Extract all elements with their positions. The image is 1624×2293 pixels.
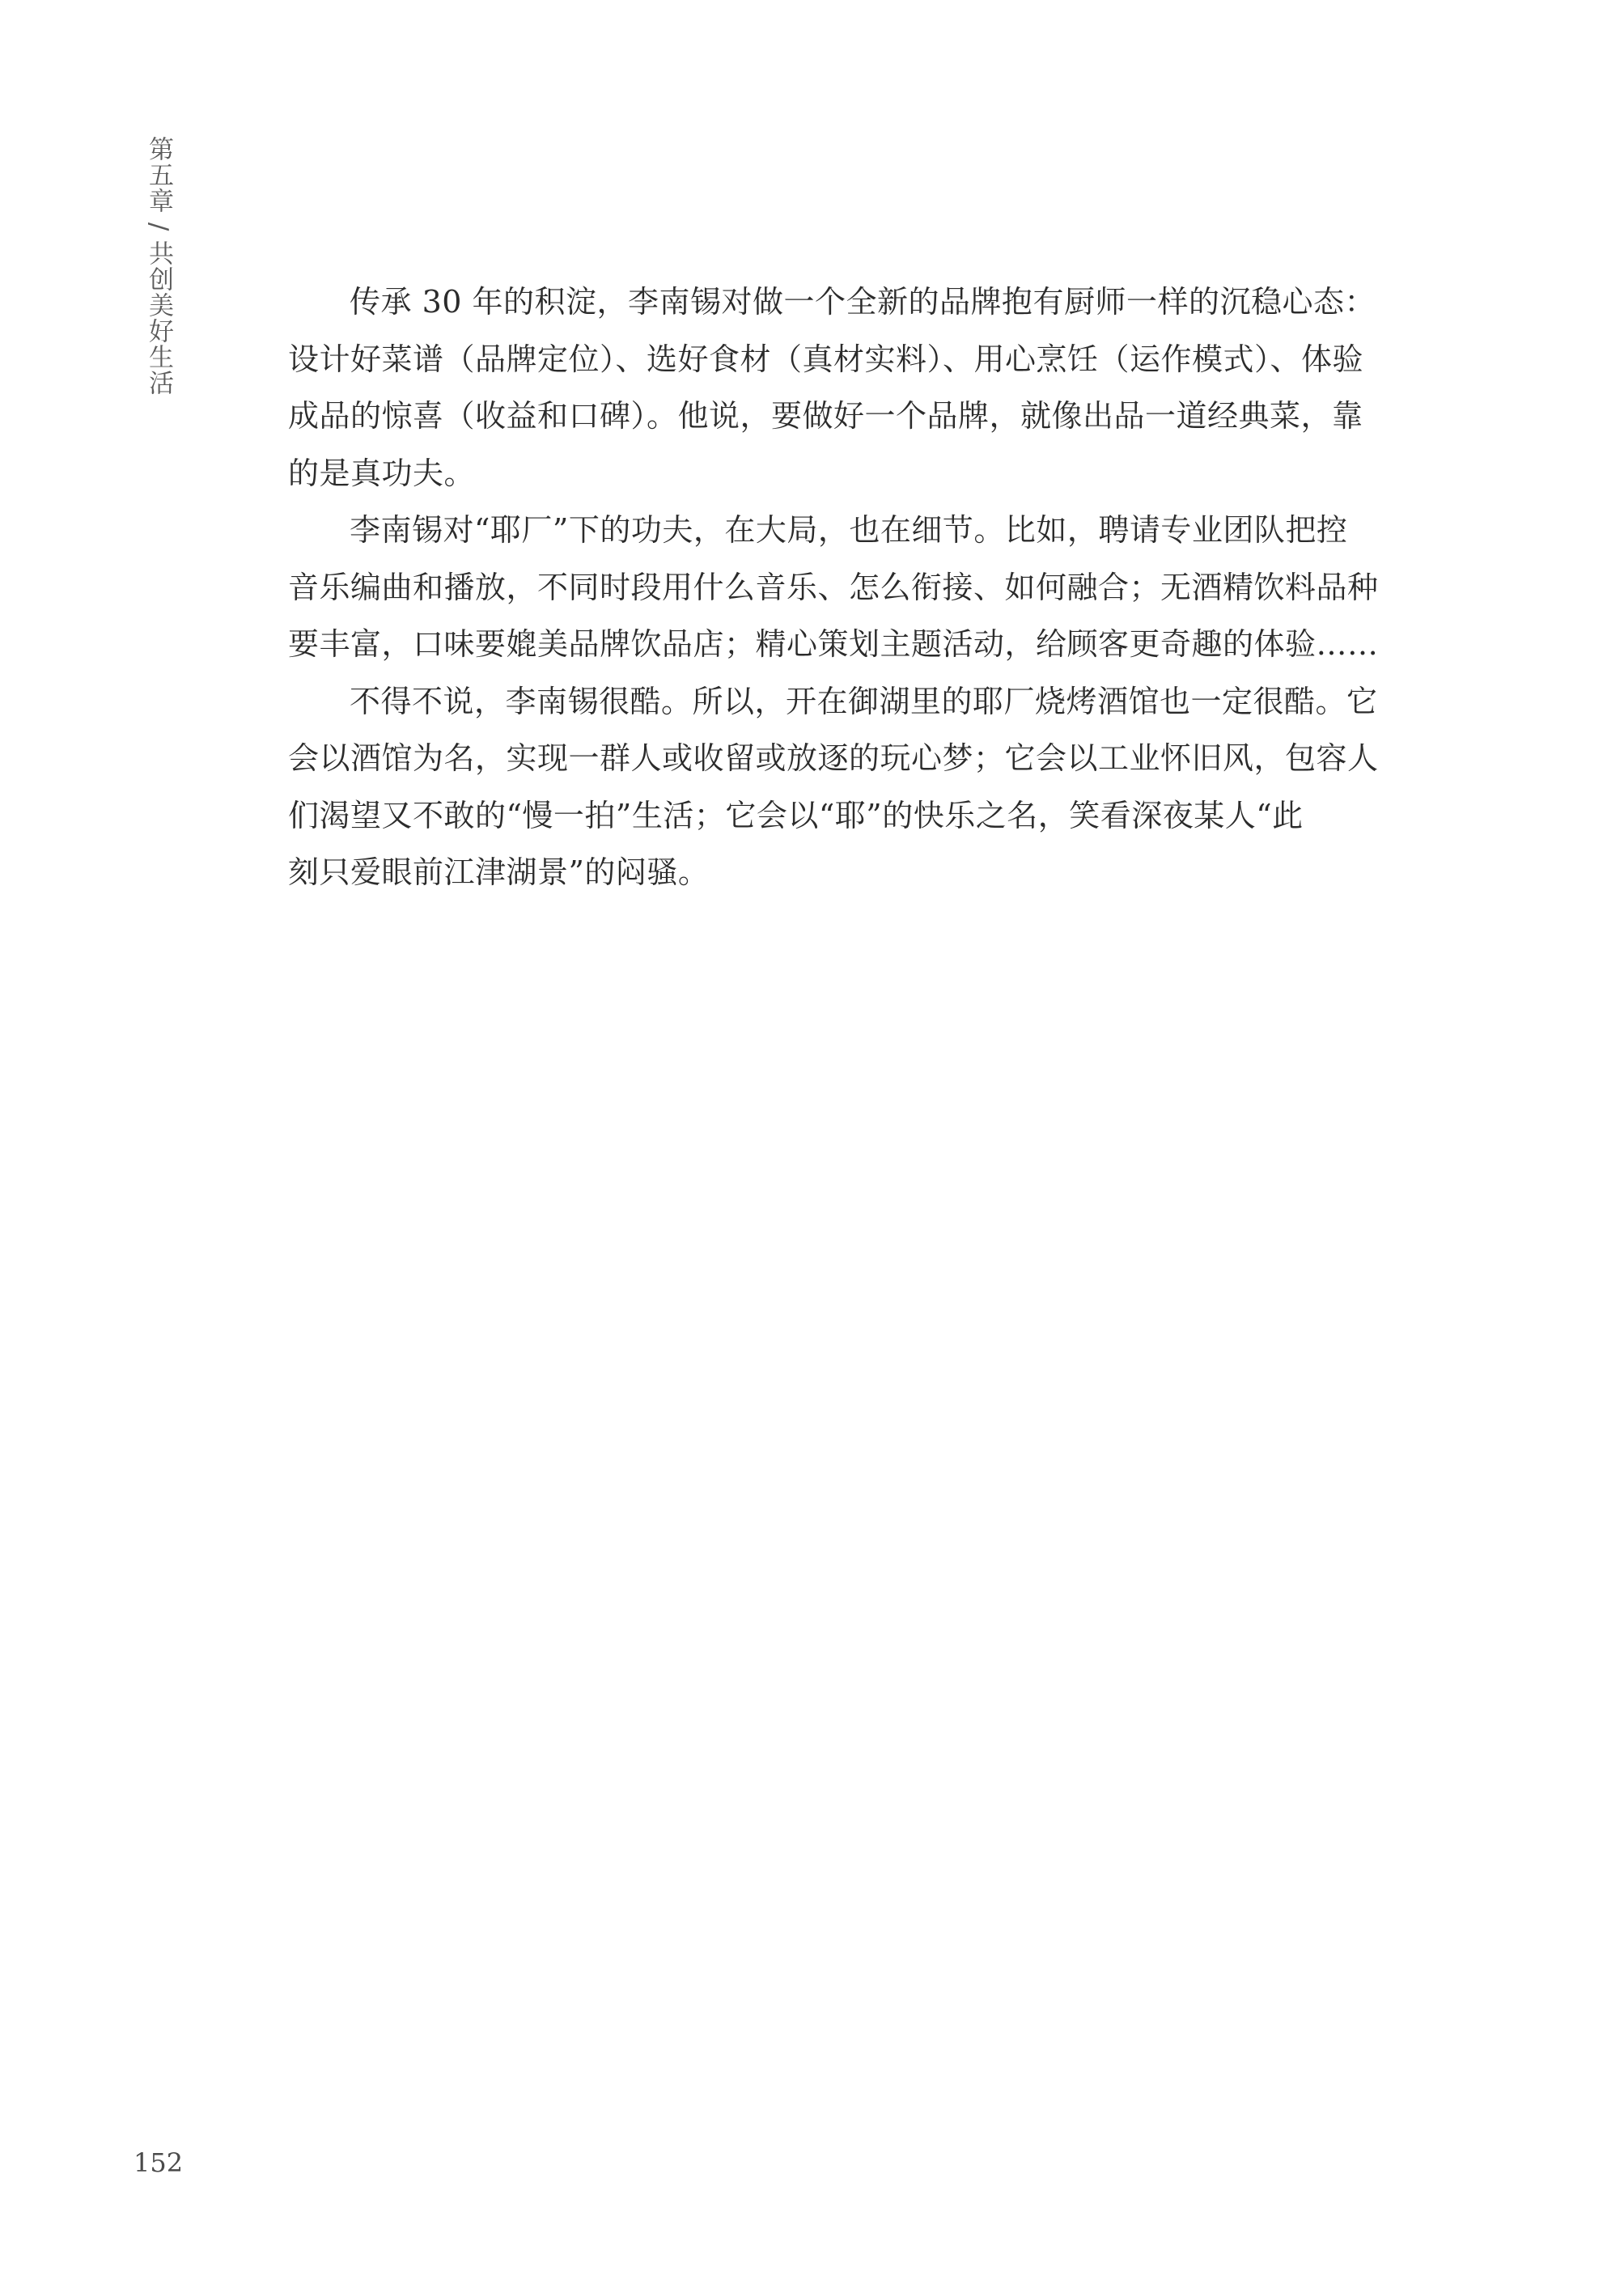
text-line: 设计好菜谱（品牌定位）、选好食材（真材实料）、用心烹饪（运作模式）、体验: [288, 341, 1364, 377]
text-line: 传承 30 年的积淀，李南锡对做一个全新的品牌抱有厨师一样的沉稳心态：: [350, 284, 1376, 320]
paragraph-2: [288, 502, 1379, 673]
text-line: 的是真功夫。: [288, 455, 476, 491]
text-line: 会以酒馆为名，实现一群人或收留或放逐的玩心梦；它会以工业怀旧风，包容人: [288, 740, 1379, 776]
paragraph-3: [288, 673, 1379, 901]
text-line: 李南锡对“耶厂”下的功夫，在大局，也在细节。比如，聘请专业团队把控: [350, 512, 1348, 548]
text-line: 成品的惊喜（收益和口碑）。他说，要做好一个品牌，就像出品一道经典菜，靠: [288, 398, 1363, 434]
running-head: 第五章 / 共创美好生活: [144, 136, 173, 396]
paragraph-1: [288, 273, 1376, 502]
page-number: 152: [134, 2147, 184, 2178]
text-line: 不得不说，李南锡很酷。所以，开在御湖里的耶厂烧烤酒馆也一定很酷。它: [350, 683, 1378, 719]
text-line: 音乐编曲和播放，不同时段用什么音乐、怎么衔接、如何融合；无酒精饮料品种: [288, 569, 1379, 605]
text-line: 们渴望又不敢的“慢一拍”生活；它会以“耶”的快乐之名，笑看深夜某人“此: [288, 797, 1304, 833]
text-line: 刻只爱眼前江津湖景”的闷骚。: [288, 854, 710, 890]
body-text: [288, 273, 1379, 901]
text-line: 要丰富，口味要媲美品牌饮品店；精心策划主题活动，给顾客更奇趣的体验……: [288, 626, 1379, 662]
